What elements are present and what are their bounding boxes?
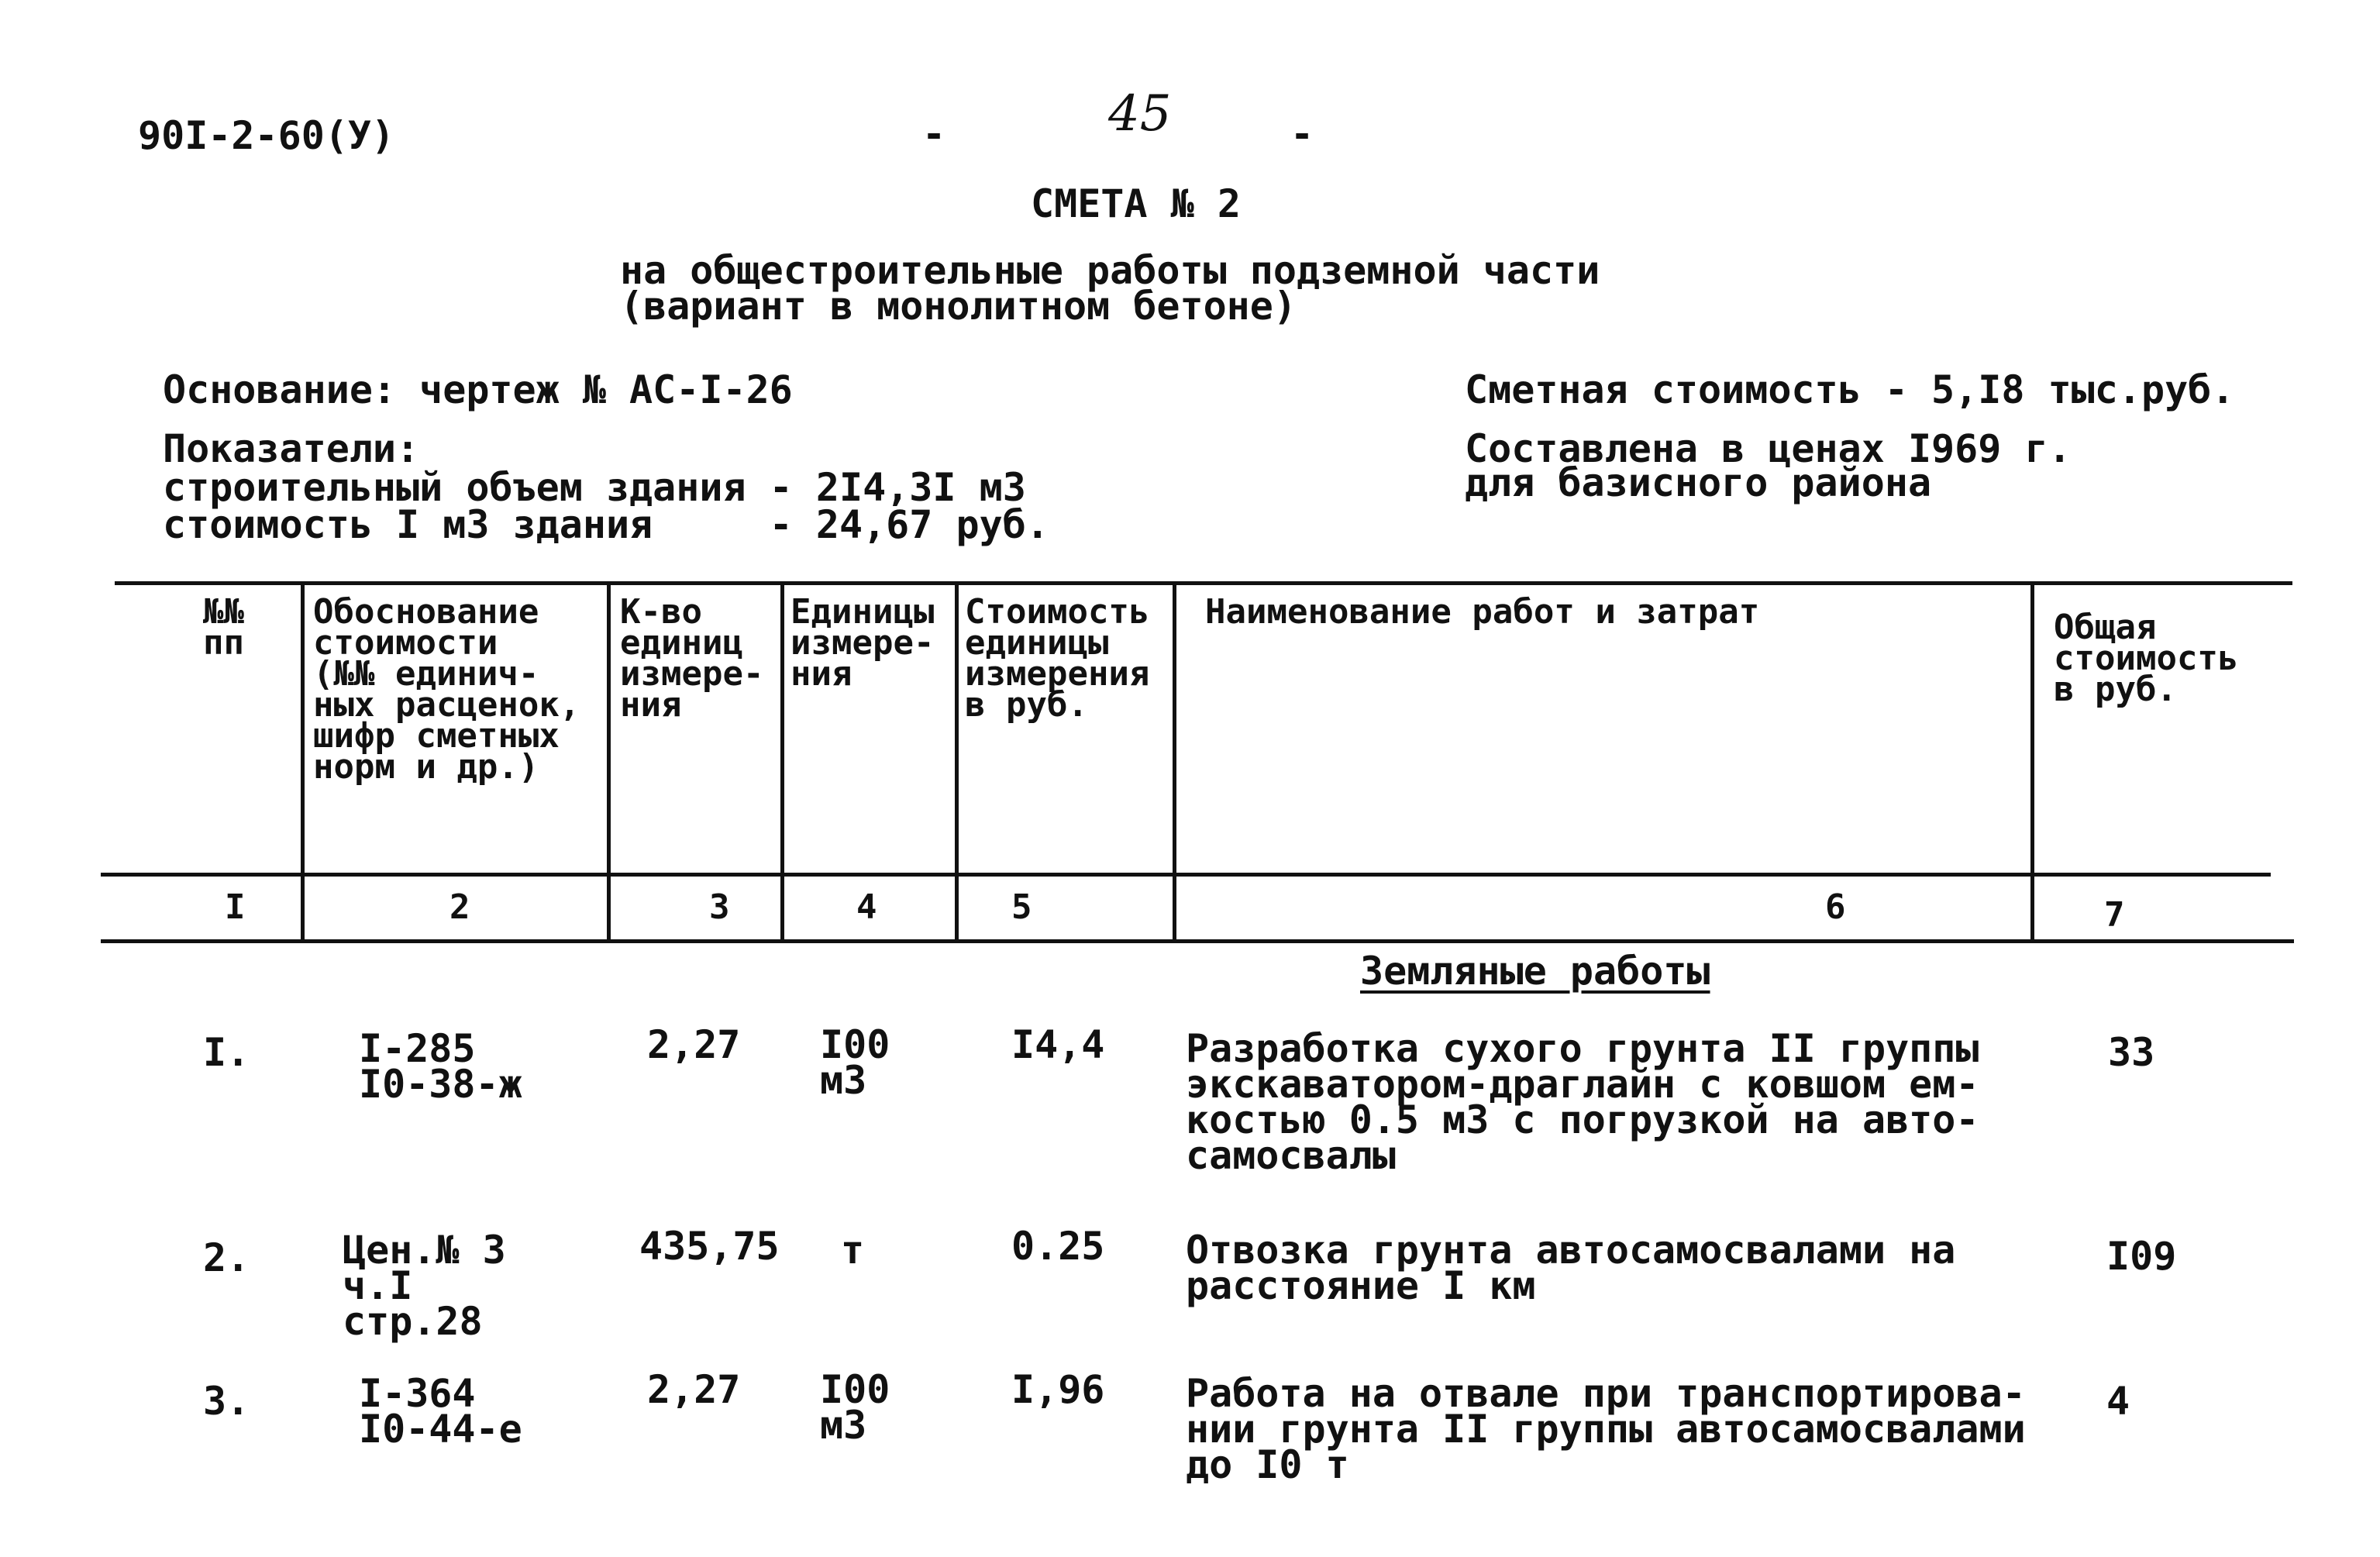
document-subtitle-1: на общестроительные работы подземной части — [620, 248, 1600, 293]
row-1-unit-cost: I4,4 — [1011, 1022, 1105, 1067]
row-1-unit: I00 м3 — [820, 1022, 890, 1103]
header-quantity: К-во единиц измере- ния — [620, 592, 764, 725]
row-1-work-name: Разработка сухого грунта II группы экскаватором-драглайн с ковшом ем- костью 0.5 м3 с погрузкой на авто- самосвалы — [1186, 1026, 1979, 1178]
column-number-2: 2 — [449, 887, 470, 927]
header-no: №№ пп — [203, 592, 244, 663]
row-1-quantity: 2,27 — [647, 1022, 741, 1067]
document-code: 90I-2-60(У) — [138, 113, 395, 158]
column-divider-5 — [1173, 583, 1176, 941]
column-number-1: I — [225, 887, 246, 927]
row-2-unit-cost: 0.25 — [1011, 1224, 1105, 1269]
table-column-number-rule — [101, 939, 2294, 943]
row-3-no: 3. — [203, 1379, 250, 1424]
row-2-no: 2. — [203, 1235, 250, 1280]
row-1-no: I. — [203, 1030, 250, 1075]
row-1-total: 33 — [2108, 1030, 2155, 1075]
row-3-basis: I-364 I0-44-е — [359, 1371, 522, 1452]
prices-year: Составлена в ценах I969 г. — [1465, 426, 2072, 471]
column-number-3: 3 — [709, 887, 730, 927]
row-1-basis: I-285 I0-38-ж — [359, 1026, 522, 1107]
row-2-quantity: 435,75 — [639, 1224, 780, 1269]
row-3-total: 4 — [2106, 1379, 2130, 1424]
table-top-rule — [115, 581, 2292, 585]
column-number-5: 5 — [1011, 887, 1032, 927]
row-2-basis: Цен.№ 3 ч.I стр.28 — [343, 1228, 506, 1344]
row-2-work-name: Отвозка грунта автосамосвалами на расстояние I км — [1186, 1228, 1956, 1308]
column-number-4: 4 — [856, 887, 877, 927]
row-2-total: I09 — [2106, 1234, 2177, 1279]
column-divider-1 — [301, 583, 305, 941]
row-3-work-name: Работа на отвале при транспортирова- нии грунта II группы автосамосвалами до I0 т — [1186, 1371, 2026, 1487]
column-divider-2 — [607, 583, 611, 941]
page-number: 45 — [1108, 85, 1172, 143]
header-unit: Единицы измере- ния — [790, 592, 935, 694]
dash-left: - — [922, 112, 946, 157]
column-number-7: 7 — [2104, 895, 2125, 935]
column-divider-3 — [780, 583, 784, 941]
row-3-unit: I00 м3 — [820, 1367, 890, 1448]
building-volume: строительный объем здания - 2I4,3I м3 — [163, 465, 1026, 510]
header-unit-cost: Стоимость единицы измерения в руб. — [965, 592, 1150, 725]
column-divider-4 — [955, 583, 959, 941]
cost-per-m3: стоимость I м3 здания - 24,67 руб. — [163, 502, 1049, 547]
header-total-cost: Общая стоимость в руб. — [2054, 608, 2239, 709]
table-header-rule — [101, 873, 2271, 877]
prices-region: для базисного района — [1465, 460, 1932, 505]
row-2-unit: т — [841, 1228, 865, 1273]
dash-right: - — [1290, 112, 1314, 157]
estimated-cost: Сметная стоимость - 5,I8 тыс.руб. — [1465, 367, 2235, 412]
header-work-name: Наименование работ и затрат — [1205, 592, 1760, 632]
document-title: СМЕТА № 2 — [1031, 181, 1241, 226]
column-number-6: 6 — [1825, 887, 1846, 927]
basis-line: Основание: чертеж № АС-I-26 — [163, 367, 793, 412]
row-3-unit-cost: I,96 — [1011, 1367, 1105, 1412]
indicators-label: Показатели: — [163, 426, 420, 471]
document-subtitle-2: (вариант в монолитном бетоне) — [620, 284, 1297, 329]
header-basis: Обоснование стоимости (№№ единич- ных расценок, шифр сметных норм и др.) — [313, 592, 580, 787]
section-title: Земляные работы — [1360, 949, 1710, 994]
column-divider-6 — [2030, 583, 2034, 941]
row-3-quantity: 2,27 — [647, 1367, 741, 1412]
